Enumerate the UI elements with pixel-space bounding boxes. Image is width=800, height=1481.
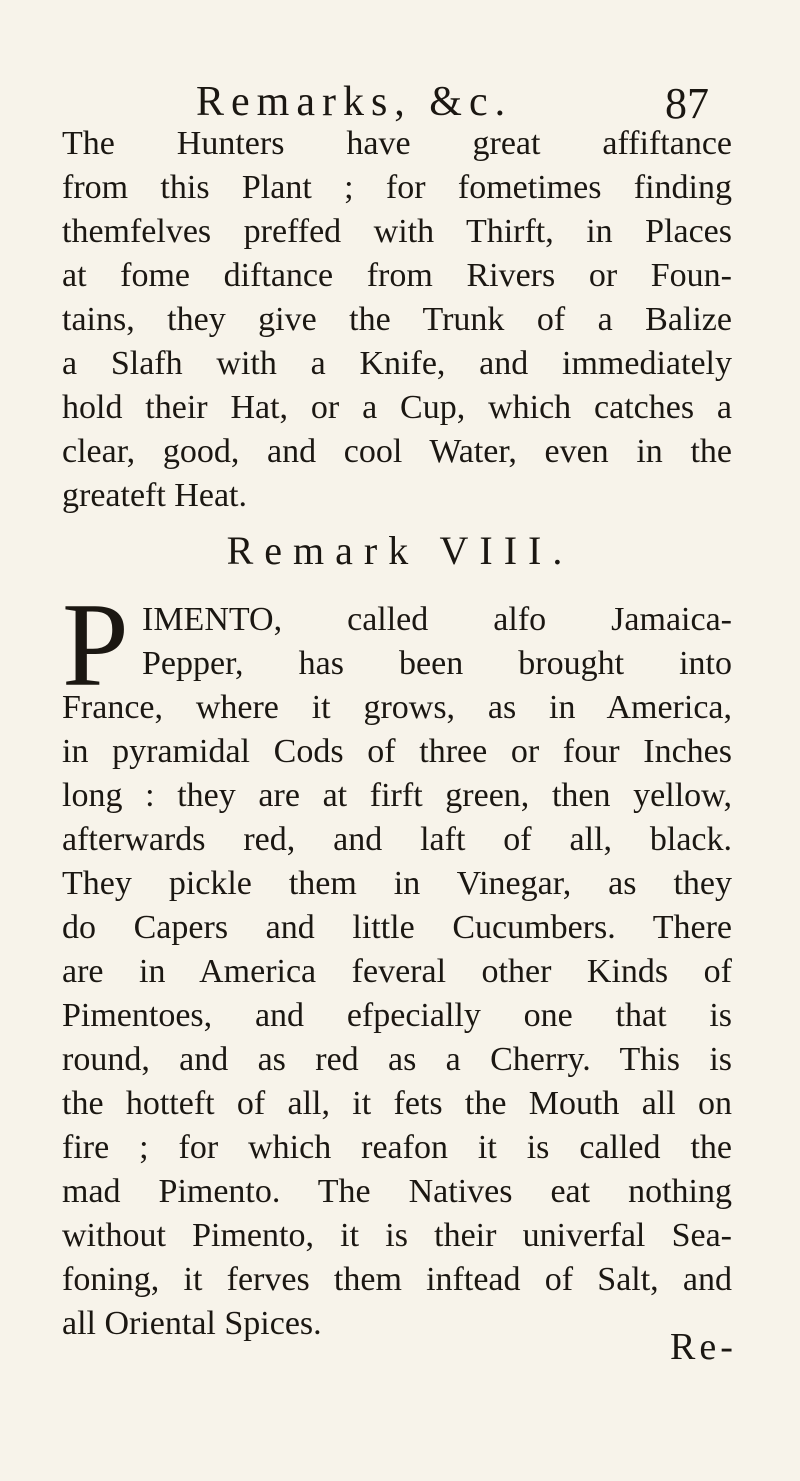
text-line: Pepper, has been brought into (142, 645, 732, 682)
text-line: The Hunters have great affiftance (62, 125, 732, 162)
text-line: They pickle them in Vinegar, as they (62, 865, 732, 902)
text-line: round, and as red as a Cherry. This is (62, 1041, 732, 1078)
page-number: 87 (665, 79, 709, 128)
text-line: in pyramidal Cods of three or four Inches (62, 733, 732, 770)
text-line: fire ; for which reafon it is called the (62, 1129, 732, 1166)
text-line: all Oriental Spices. (62, 1305, 322, 1342)
text-line: Pimentoes, and efpecially one that is (62, 997, 732, 1034)
section-heading: Remark VIII. (226, 528, 574, 573)
text-line: are in America feveral other Kinds of (62, 953, 732, 990)
text-line: France, where it grows, as in America, (62, 689, 732, 726)
text-line: clear, good, and cool Water, even in the (62, 433, 732, 470)
text-line: foning, it ferves them inftead of Salt, and (62, 1261, 732, 1298)
paragraph-pimento (62, 598, 732, 1346)
paragraph-hunters (62, 122, 732, 518)
text-line: long : they are at firft green, then yellow, (62, 777, 732, 814)
text-line: hold their Hat, or a Cup, which catches a (62, 389, 732, 426)
drop-capital: P (62, 578, 129, 711)
text-line: a Slafh with a Knife, and immediately (62, 345, 732, 382)
text-line: afterwards red, and laft of all, black. (62, 821, 732, 858)
text-line: themfelves preffed with Thirft, in Places (62, 213, 732, 250)
running-head: Remarks, &c. (196, 79, 513, 125)
text-line: the hotteft of all, it fets the Mouth all on (62, 1085, 732, 1122)
text-line: IMENTO, called alfo Jamaica- (142, 601, 732, 638)
text-line: from this Plant ; for fometimes finding (62, 169, 732, 206)
text-line: mad Pimento. The Natives eat nothing (62, 1173, 732, 1210)
text-line: tains, they give the Trunk of a Balize (62, 301, 732, 338)
text-line: greateft Heat. (62, 477, 247, 514)
catchword: Re- (670, 1326, 737, 1368)
text-line: do Capers and little Cucumbers. There (62, 909, 732, 946)
text-line: without Pimento, it is their univerfal Sea- (62, 1217, 732, 1254)
text-line: at fome diftance from Rivers or Foun- (62, 257, 732, 294)
